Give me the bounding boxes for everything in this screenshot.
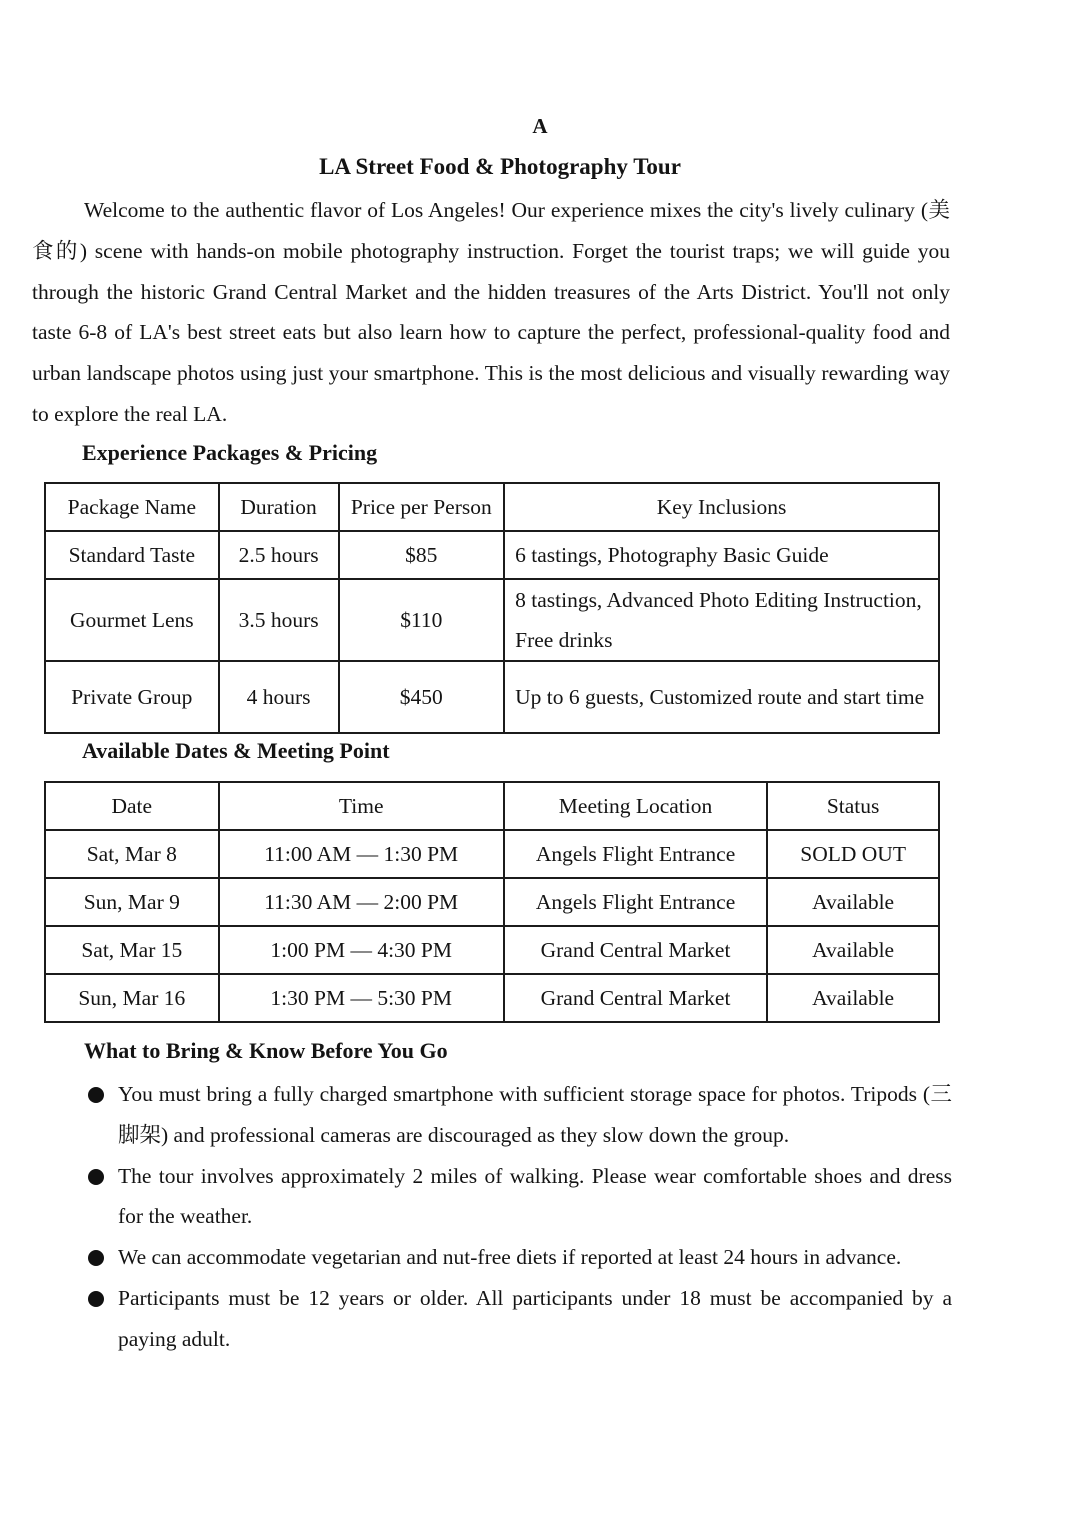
duration-cell: 3.5 hours <box>219 579 339 661</box>
date-cell: Sat, Mar 15 <box>45 926 219 974</box>
table-row <box>45 974 939 1022</box>
package-name-cell: Standard Taste <box>45 531 219 579</box>
packages-table <box>44 482 940 734</box>
intro-text: Welcome to the authentic flavor of Los Angeles! Our experience mixes the city's lively culinary (美食的) scene with hands-on mobile photography instruction. Forget the tourist traps; we will guide you through the historic Grand Central Market and the hidden treasures of the Arts District. You'll not only taste 6-8 of LA's best street eats but also learn how to capture the perfect, professional-quality food and urban landscape photos using just your smartphone. This is the most delicious and visually rewarding way to explore the real LA. <box>32 198 950 426</box>
location-cell: Grand Central Market <box>504 926 767 974</box>
header-cell: Status <box>767 782 939 830</box>
price-cell: $85 <box>339 531 505 579</box>
price-cell: $450 <box>339 661 505 733</box>
packages-heading: Experience Packages & Pricing <box>82 440 378 465</box>
note-text: Participants must be 12 years or older. All participants under 18 must be accompanied by a paying adult. <box>118 1285 952 1351</box>
bullet-icon <box>88 1087 104 1103</box>
header-cell: Key Inclusions <box>504 483 939 531</box>
location-cell: Grand Central Market <box>504 974 767 1022</box>
list-item <box>84 1156 952 1238</box>
duration-cell: 2.5 hours <box>219 531 339 579</box>
inclusions-cell: 8 tastings, Advanced Photo Editing Instruction, Free drinks <box>504 579 939 661</box>
status-cell: Available <box>767 878 939 926</box>
table-row <box>45 878 939 926</box>
status-cell: Available <box>767 926 939 974</box>
table-row <box>45 926 939 974</box>
table-header-row <box>45 483 939 531</box>
time-cell: 1:30 PM — 5:30 PM <box>219 974 504 1022</box>
note-text: The tour involves approximately 2 miles of walking. Please wear comfortable shoes and dress for the weather. <box>118 1163 952 1229</box>
time-cell: 1:00 PM — 4:30 PM <box>219 926 504 974</box>
location-cell: Angels Flight Entrance <box>504 878 767 926</box>
package-name-cell: Gourmet Lens <box>45 579 219 661</box>
header-cell: Meeting Location <box>504 782 767 830</box>
list-item <box>84 1278 952 1360</box>
intro-paragraph <box>32 190 950 435</box>
package-name-cell: Private Group <box>45 661 219 733</box>
table-row <box>45 661 939 733</box>
status-cell: Available <box>767 974 939 1022</box>
note-text: You must bring a fully charged smartphone with sufficient storage space for photos. Tripods (三脚架) and professional cameras are discouraged as they slow down the group. <box>118 1082 952 1147</box>
list-item <box>84 1074 952 1156</box>
table-row <box>45 531 939 579</box>
bullet-icon <box>88 1291 104 1307</box>
notes-heading: What to Bring & Know Before You Go <box>84 1038 448 1063</box>
header-cell: Package Name <box>45 483 219 531</box>
bullet-icon <box>88 1250 104 1266</box>
time-cell: 11:30 AM — 2:00 PM <box>219 878 504 926</box>
list-item <box>84 1237 952 1278</box>
inclusions-cell: 6 tastings, Photography Basic Guide <box>504 531 939 579</box>
dates-table <box>44 781 940 1023</box>
date-cell: Sat, Mar 8 <box>45 830 219 878</box>
time-cell: 11:00 AM — 1:30 PM <box>219 830 504 878</box>
location-cell: Angels Flight Entrance <box>504 830 767 878</box>
header-cell: Date <box>45 782 219 830</box>
date-cell: Sun, Mar 9 <box>45 878 219 926</box>
passage-letter: A <box>532 114 548 138</box>
date-cell: Sun, Mar 16 <box>45 974 219 1022</box>
header-cell: Duration <box>219 483 339 531</box>
notes-list <box>84 1074 952 1360</box>
note-text: We can accommodate vegetarian and nut-free diets if reported at least 24 hours in advance. <box>118 1245 902 1270</box>
dates-heading: Available Dates & Meeting Point <box>82 738 390 763</box>
table-row <box>45 830 939 878</box>
passage-title: LA Street Food & Photography Tour <box>319 154 681 179</box>
header-cell: Price per Person <box>339 483 505 531</box>
duration-cell: 4 hours <box>219 661 339 733</box>
header-cell: Time <box>219 782 504 830</box>
status-cell: SOLD OUT <box>767 830 939 878</box>
table-row <box>45 579 939 661</box>
price-cell: $110 <box>339 579 505 661</box>
bullet-icon <box>88 1169 104 1185</box>
table-header-row <box>45 782 939 830</box>
inclusions-cell: Up to 6 guests, Customized route and start time <box>504 661 939 733</box>
